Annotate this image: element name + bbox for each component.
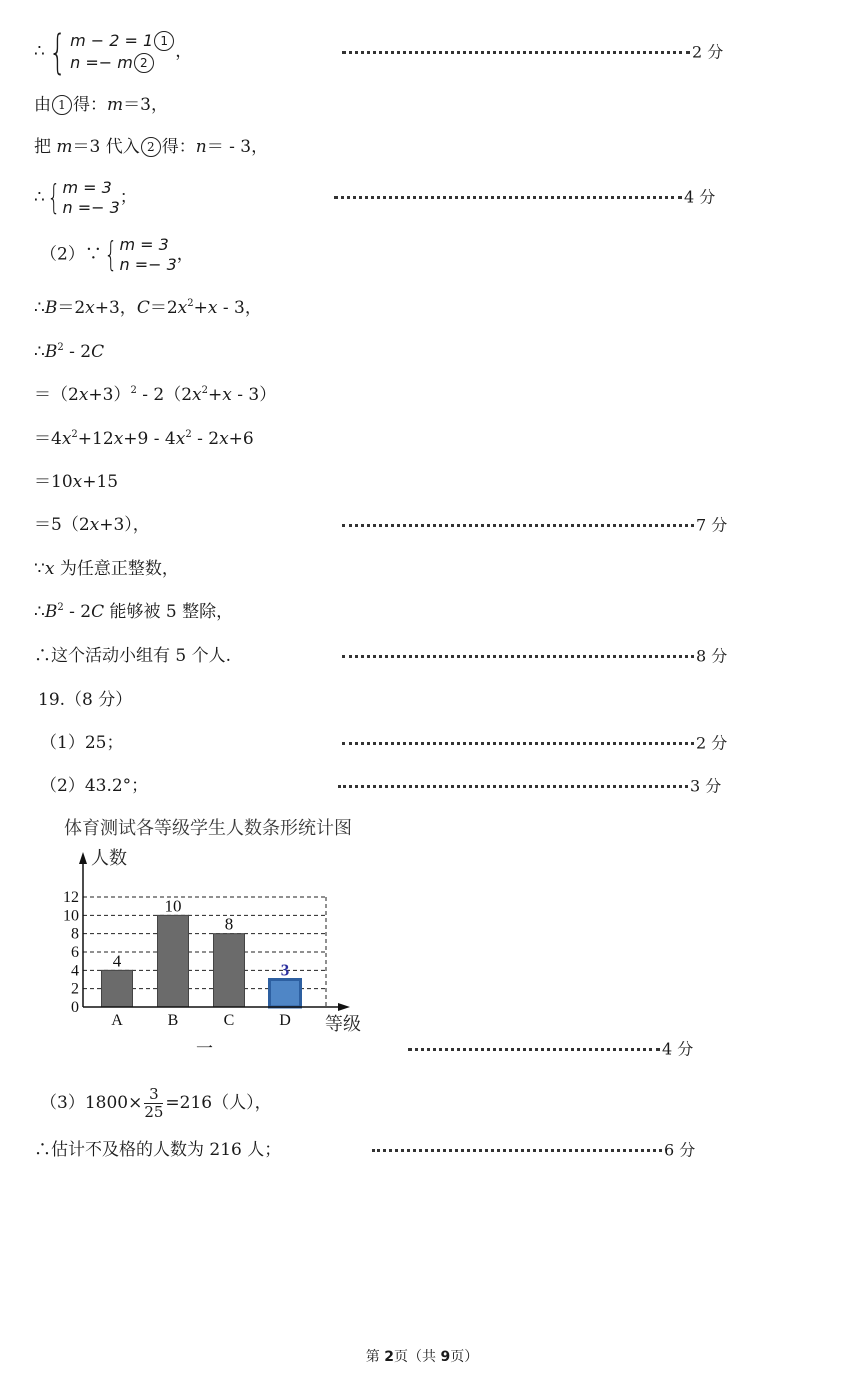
line-from-1 xyxy=(34,94,168,116)
var: m xyxy=(56,137,73,157)
text: 由 xyxy=(34,95,51,115)
t: （3）1800× xyxy=(40,1093,143,1113)
fraction xyxy=(144,1086,163,1121)
line-conclusion xyxy=(34,645,231,667)
score-text: 2 分 xyxy=(692,42,724,62)
x-tick-label: C xyxy=(223,1012,235,1029)
t: 2 xyxy=(201,385,209,396)
t: ∴ xyxy=(34,298,45,318)
t: +9 - 4 xyxy=(123,429,176,449)
t: 2 xyxy=(57,602,64,613)
bar xyxy=(102,970,133,1007)
t: ＝5（2 xyxy=(34,515,90,535)
t: ∴ xyxy=(34,602,45,622)
text: 得： xyxy=(161,137,196,157)
t: ＝4 xyxy=(34,429,62,449)
line-expand-2 xyxy=(34,428,254,450)
q19-part3-conclusion xyxy=(34,1139,281,1161)
t: C xyxy=(91,602,105,622)
therefore-sign: ∴ xyxy=(34,41,45,62)
t: ＝2 xyxy=(149,298,178,318)
line-substitute xyxy=(34,136,268,158)
y-tick-label: 10 xyxy=(63,907,79,925)
eq1: m − 2 = 1 xyxy=(70,31,154,50)
x-tick-label: A xyxy=(111,1012,123,1029)
score-text: 6 分 xyxy=(664,1140,696,1160)
y-axis-label: 人数 xyxy=(91,848,127,869)
t: C xyxy=(91,342,105,362)
t: 能够被 5 整除， xyxy=(104,602,234,622)
score-line xyxy=(342,514,727,537)
t: +6 xyxy=(228,429,254,449)
t: ＝10 xyxy=(34,472,73,492)
t: 为任意正整数， xyxy=(54,559,179,579)
score-text: 4 分 xyxy=(662,1039,694,1059)
t: ∵ xyxy=(34,559,45,579)
chart-caption xyxy=(196,1038,213,1060)
t: 页（共 xyxy=(394,1349,441,1365)
t: x xyxy=(113,429,124,449)
data-label: 8 xyxy=(224,914,234,934)
t: x xyxy=(175,429,186,449)
system-equations xyxy=(62,178,119,218)
t: +12 xyxy=(77,429,114,449)
t: ∴这个活动小组有 5 个人. xyxy=(34,646,232,666)
t: - 2 xyxy=(63,342,92,362)
score-text: 7 分 xyxy=(696,515,728,535)
score-line xyxy=(338,775,721,798)
t: x xyxy=(207,298,218,318)
t: +3） xyxy=(88,385,131,405)
data-label: 10 xyxy=(164,896,182,916)
q19-part2 xyxy=(40,775,148,797)
t: x xyxy=(78,385,89,405)
t: （1）25； xyxy=(40,733,124,753)
q19-part1 xyxy=(40,732,123,754)
x-tick-label: D xyxy=(279,1012,291,1029)
t: +3， xyxy=(94,298,137,318)
t: x xyxy=(89,515,100,535)
t: x xyxy=(44,559,55,579)
t: =216（人）， xyxy=(165,1093,272,1113)
t: 2 xyxy=(187,298,194,309)
eq2: n =− 3 xyxy=(62,198,120,217)
system-equations xyxy=(119,235,176,275)
t: + xyxy=(208,385,223,405)
t: B xyxy=(44,298,58,318)
score-line xyxy=(334,186,715,209)
y-tick-label: 2 xyxy=(71,980,79,998)
t: x xyxy=(177,298,188,318)
t: - 3） xyxy=(231,385,277,405)
t: x xyxy=(61,429,72,449)
text: 把 xyxy=(34,137,57,157)
text: （2）∵ xyxy=(40,244,102,265)
page-total: 9 xyxy=(440,1349,451,1365)
score-text: 8 分 xyxy=(696,646,728,666)
score-line xyxy=(342,645,727,668)
t: 页） xyxy=(450,1349,479,1365)
var: m xyxy=(107,95,124,115)
t: 2 xyxy=(57,342,64,353)
data-label: 3 xyxy=(280,960,290,980)
y-tick-label: 8 xyxy=(71,925,79,943)
line-expand-4 xyxy=(34,514,150,536)
t: x xyxy=(72,472,83,492)
t: B xyxy=(44,602,58,622)
score-line xyxy=(408,1038,693,1061)
therefore-sign: ∴ xyxy=(34,187,45,208)
score-text: 4 分 xyxy=(684,187,716,207)
text: 得： xyxy=(73,95,107,115)
page-footer xyxy=(0,1346,844,1366)
brace: { xyxy=(48,25,67,79)
t: +3）， xyxy=(99,515,150,535)
line-expand-1 xyxy=(34,384,276,406)
t: x xyxy=(222,385,232,405)
t: 第 xyxy=(365,1349,385,1365)
text: ＝3， xyxy=(123,95,168,115)
t: +15 xyxy=(82,472,119,492)
y-axis-arrow xyxy=(79,852,87,864)
t: 2 xyxy=(71,429,78,440)
t: 19.（8 分） xyxy=(38,690,133,710)
line-expand-3 xyxy=(34,471,118,493)
line-b2 xyxy=(34,341,104,363)
punct: ， xyxy=(175,41,193,62)
score-text: 3 分 xyxy=(690,776,722,796)
eq1: m = 3 xyxy=(62,178,112,197)
t: x xyxy=(85,298,95,318)
t: C xyxy=(136,298,150,318)
eq1: m = 3 xyxy=(119,235,169,254)
numerator: 3 xyxy=(144,1086,163,1104)
line-b-c xyxy=(34,297,262,319)
text: ＝ - 3， xyxy=(206,137,269,157)
q19-part3 xyxy=(40,1086,272,1121)
t: B xyxy=(44,342,58,362)
score-text: 2 分 xyxy=(696,733,728,753)
page-number: 2 xyxy=(384,1349,394,1365)
t: ∴ xyxy=(34,342,45,362)
question-19 xyxy=(38,689,132,711)
var: n xyxy=(195,137,207,157)
score-line xyxy=(342,732,727,755)
t: 2 xyxy=(130,385,137,396)
denominator: 25 xyxy=(144,1103,164,1121)
line-because xyxy=(34,558,179,580)
part2-system xyxy=(40,235,194,275)
punct: ； xyxy=(119,187,137,208)
t: - 2 xyxy=(191,429,220,449)
bar xyxy=(158,915,189,1007)
punct: ， xyxy=(176,244,194,265)
t: x xyxy=(192,385,202,405)
eq2: n =− 3 xyxy=(119,255,177,274)
y-tick-label: 6 xyxy=(71,944,79,961)
eq2: n =− m xyxy=(70,53,133,72)
t: 2 xyxy=(185,429,192,440)
score-line xyxy=(372,1139,695,1162)
brace: { xyxy=(104,235,118,275)
t: - 2 xyxy=(63,602,92,622)
chart-title: 体育测试各等级学生人数条形统计图 xyxy=(64,818,352,839)
circle-label: 2 xyxy=(141,137,161,157)
solution-system xyxy=(34,178,137,218)
x-tick-label: B xyxy=(167,1012,179,1029)
x-axis-arrow xyxy=(338,1003,350,1011)
system-equations xyxy=(70,30,175,74)
line-divisible xyxy=(34,601,233,623)
circle-label: 2 xyxy=(134,53,154,73)
t: - 3， xyxy=(217,298,262,318)
score-line xyxy=(342,41,723,64)
text: ＝3 代入 xyxy=(72,137,140,157)
bar-chart xyxy=(50,840,380,1040)
t: （2）43.2°； xyxy=(40,776,149,796)
brace: { xyxy=(47,178,61,218)
t: ∴估计不及格的人数为 216 人； xyxy=(34,1140,282,1160)
y-tick-label: 12 xyxy=(63,889,79,906)
circle-label: 1 xyxy=(154,31,174,51)
circle-label: 1 xyxy=(52,95,72,115)
y-tick-label: 0 xyxy=(71,999,79,1016)
t: 一 xyxy=(196,1039,213,1059)
data-label: 4 xyxy=(112,951,122,971)
t: - 2（2 xyxy=(136,385,193,405)
x-axis-label: 等级 xyxy=(325,1014,361,1035)
bar xyxy=(214,934,245,1007)
first-system xyxy=(34,25,193,79)
t: x xyxy=(219,429,229,449)
t: + xyxy=(193,298,208,318)
t: ＝（2 xyxy=(34,385,79,405)
bar xyxy=(270,980,301,1008)
y-tick-label: 4 xyxy=(71,962,79,980)
t: ＝2 xyxy=(57,298,86,318)
